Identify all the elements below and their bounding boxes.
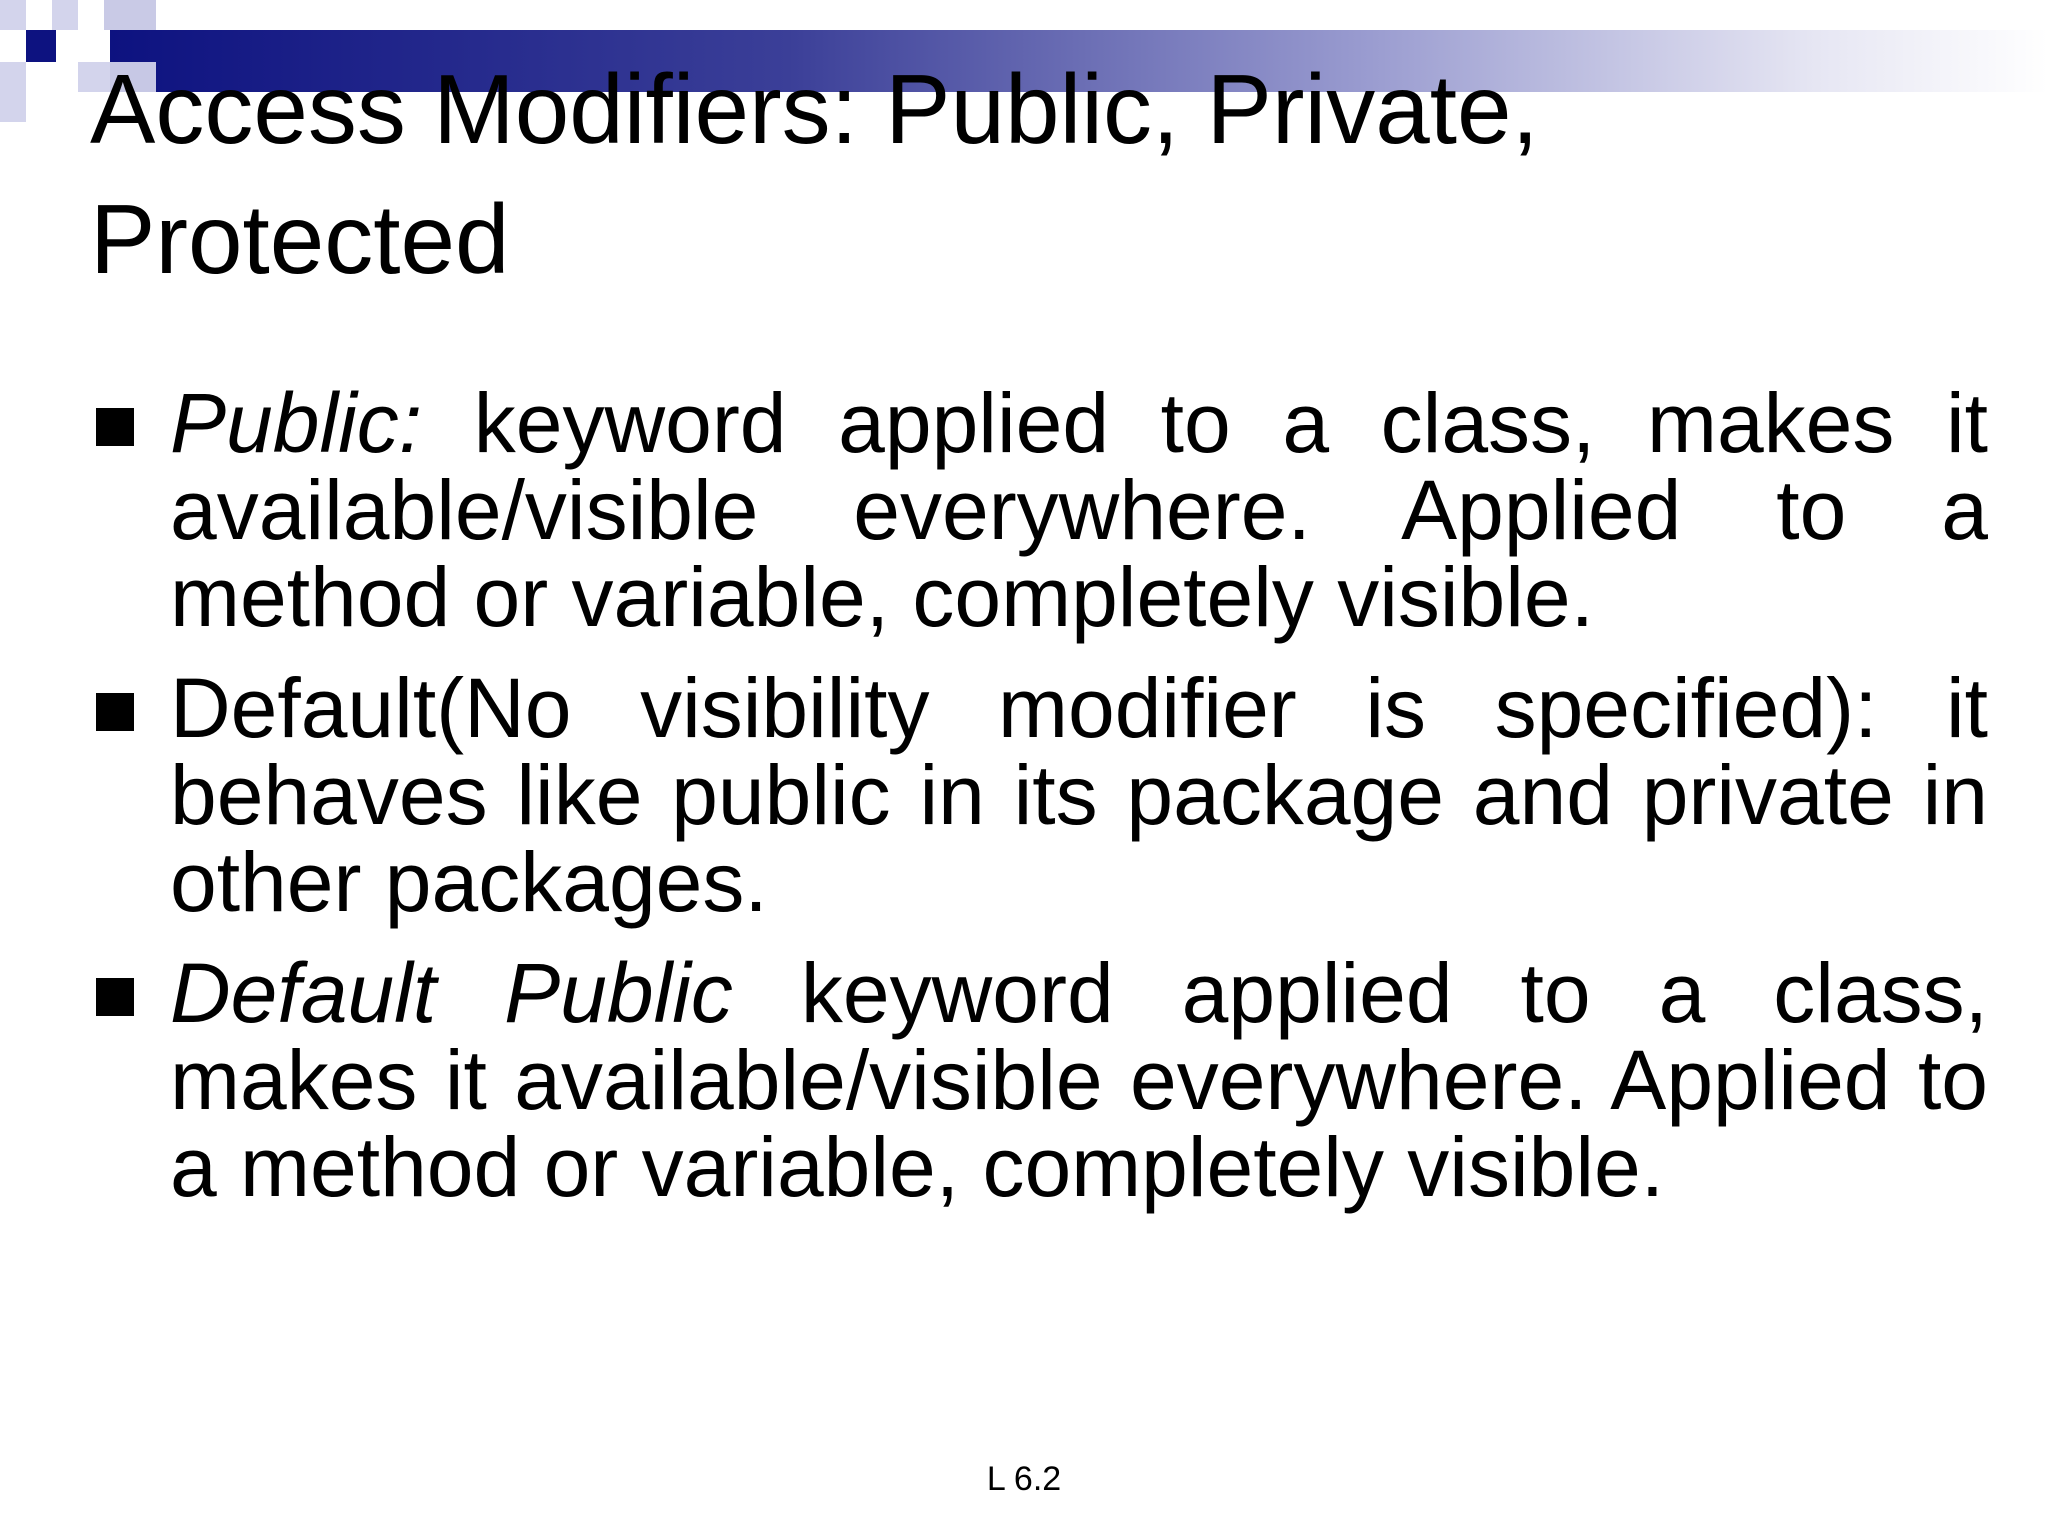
bullet-text: Default(No visibility modifier is specified): it behaves like public in its package and private in other packages. [170,661,1988,929]
bullet-item [92,661,1988,929]
slide-title: Access Modifiers: Public, Private, Protected [90,54,1539,294]
square-bullet-icon [96,408,134,446]
square-bullet-icon [96,978,134,1016]
bullet-item [92,946,1988,1214]
decor-square [0,0,26,30]
bullet-lead: Default Public [170,946,733,1040]
bullet-text: keyword applied to a class, makes it available/visible everywhere. Applied to a method or variable, completely visible. [170,376,1988,644]
decor-square [0,62,26,122]
decor-square [26,0,52,30]
square-bullet-icon [96,693,134,731]
slide-number: L 6.2 [986,1460,1062,1498]
bullet-item [92,376,1988,644]
decor-square [52,0,78,30]
decor-square [104,0,156,30]
bullet-lead: Public: [170,376,423,470]
decor-square [26,30,56,62]
bullet-list [92,376,1988,1235]
bullet-text: keyword applied to a class, makes it available/visible everywhere. Applied to a method or variable, completely visible. [170,946,1988,1214]
